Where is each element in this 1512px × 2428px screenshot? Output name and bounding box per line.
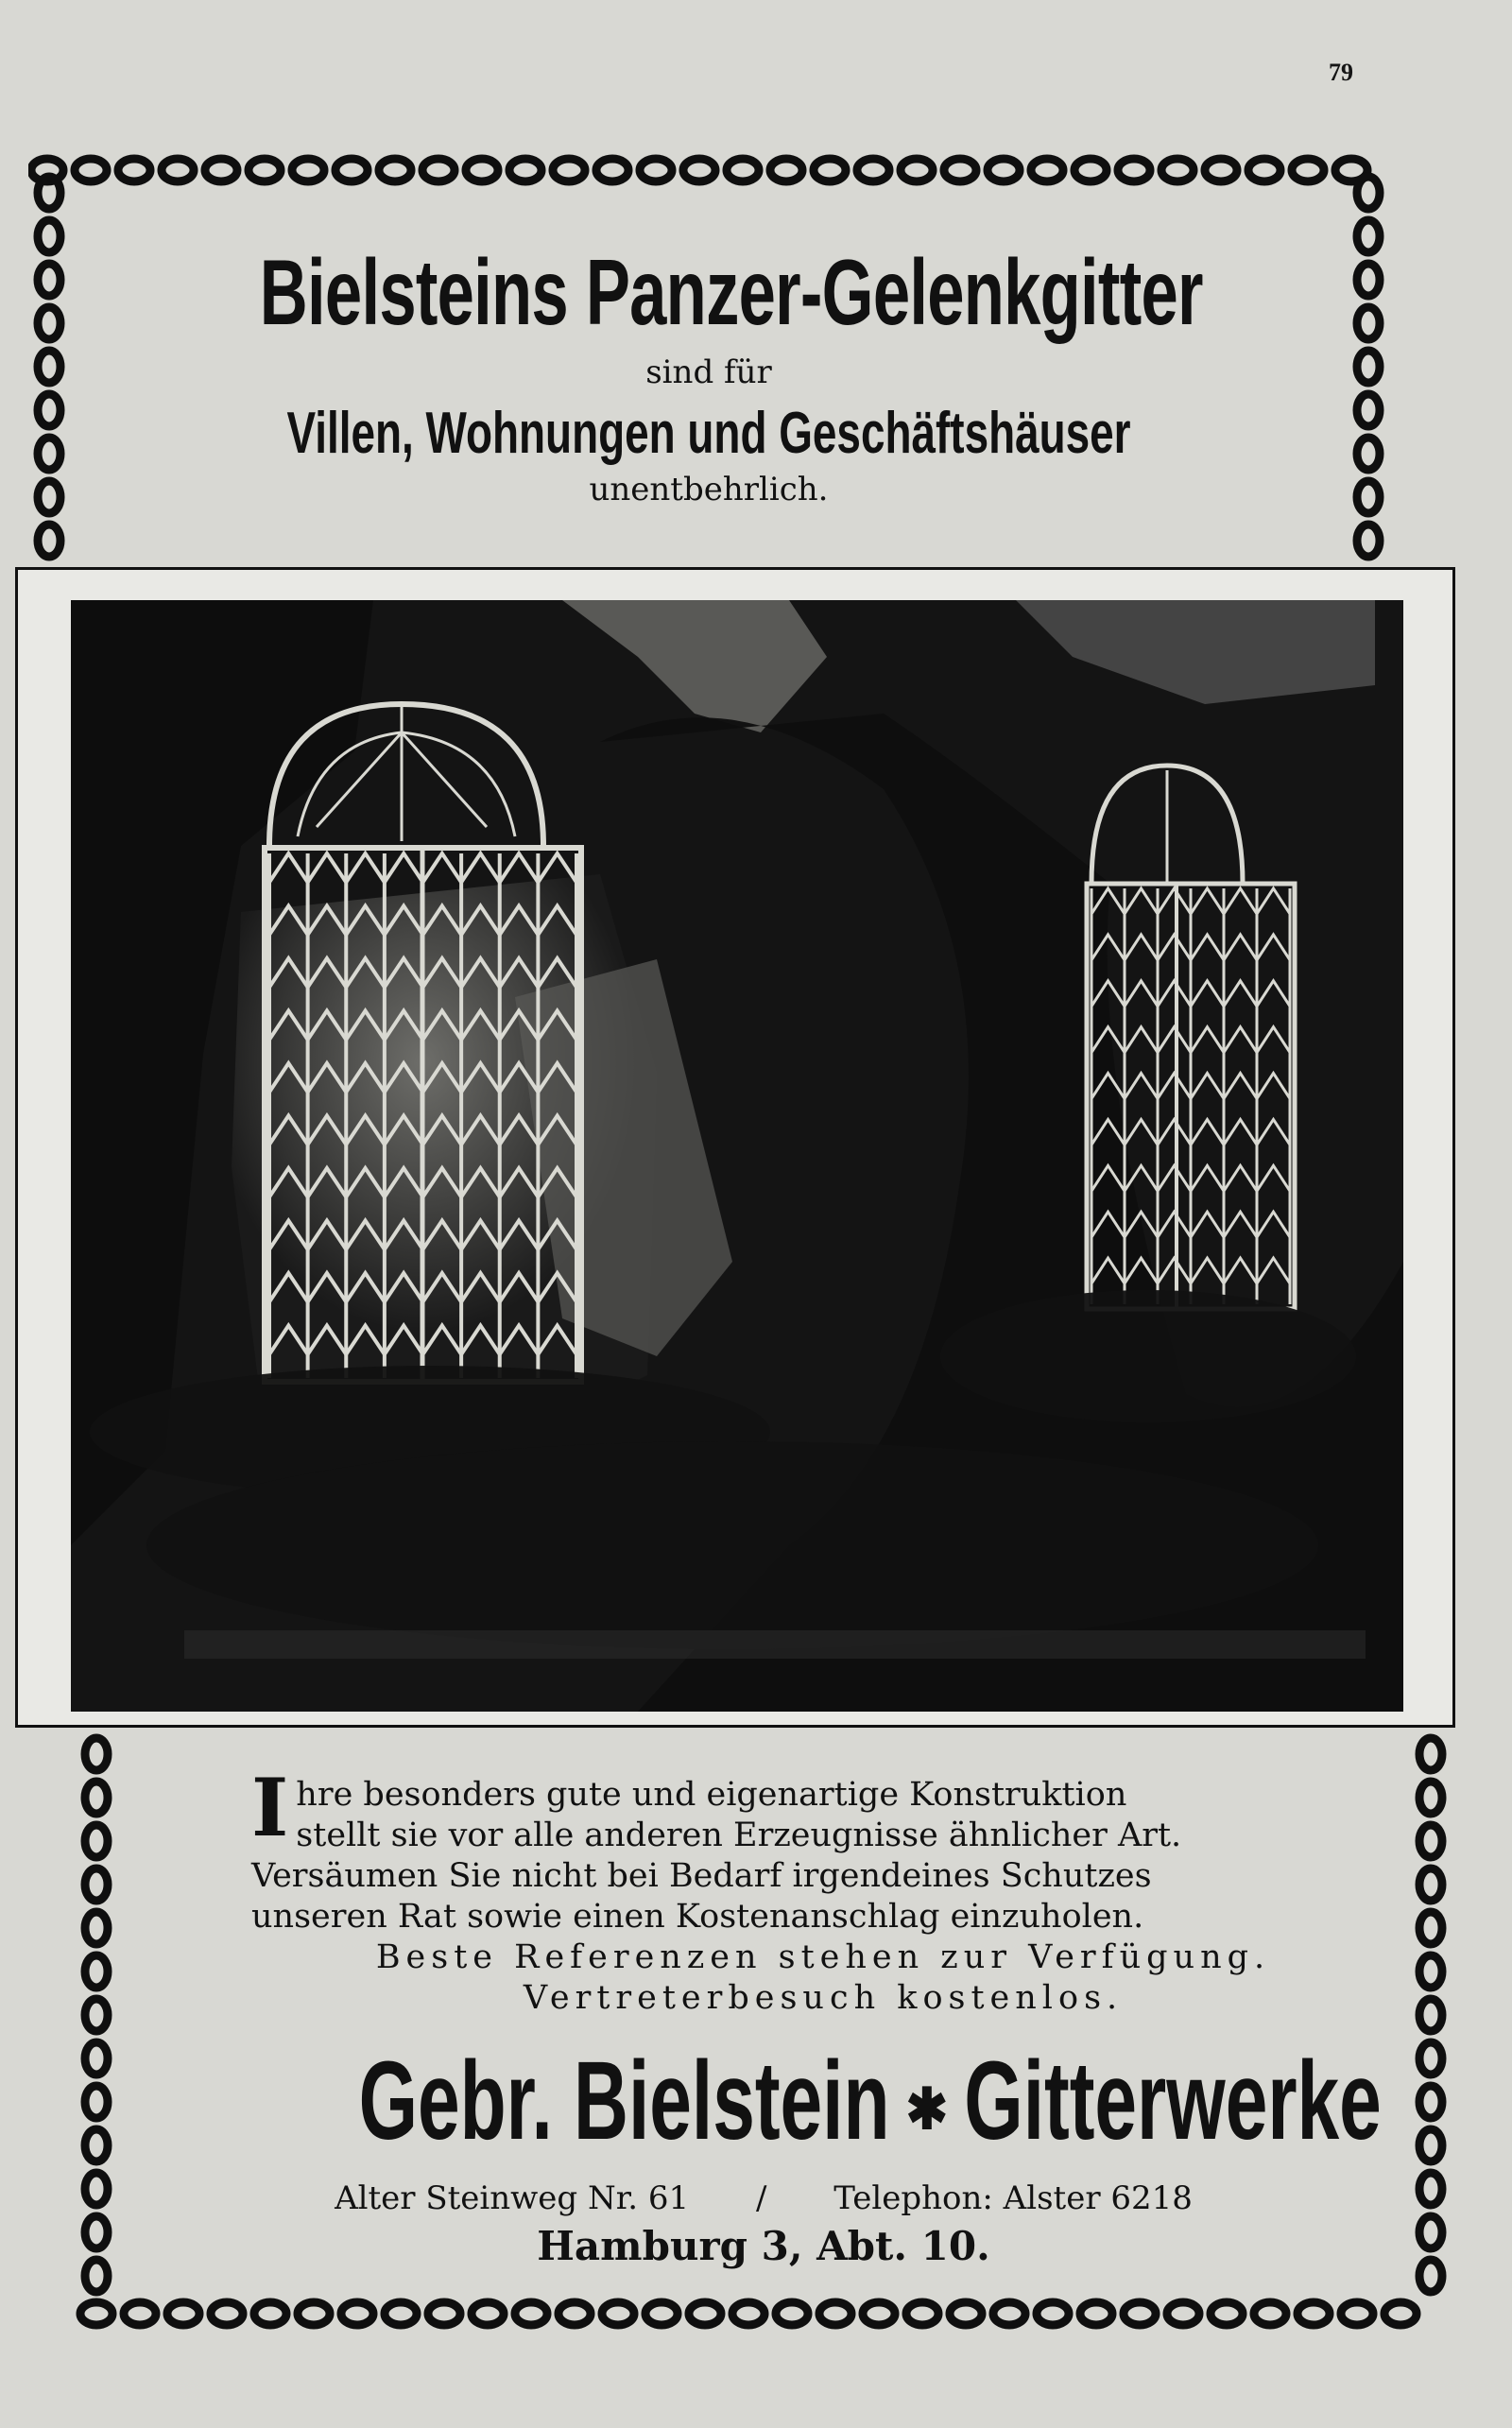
body-line-2: stellt sie vor alle anderen Erzeugnisse ähnlicher Art. <box>296 1817 1182 1854</box>
chain-link <box>1419 1738 1442 1770</box>
chain-link <box>422 159 455 181</box>
chain-link <box>770 159 802 181</box>
chain-link <box>85 1825 108 1857</box>
chain-link <box>1419 1912 1442 1944</box>
body-copy <box>251 1761 1395 2019</box>
chain-link <box>1419 2173 1442 2205</box>
chain-link <box>1419 1955 1442 1988</box>
top-ad-text <box>85 240 1332 508</box>
chain-link <box>1357 177 1380 209</box>
chain-link <box>1384 2302 1417 2325</box>
bottom-ad-text <box>168 1761 1382 2269</box>
body-line-5: Beste Referenzen stehen zur Verfügung. <box>375 1938 1271 1976</box>
chain-link <box>906 2302 938 2325</box>
chain-link <box>1357 307 1380 339</box>
chain-link <box>118 159 150 181</box>
chain-link <box>993 2302 1025 2325</box>
chain-link <box>85 1868 108 1901</box>
window-grille-photo <box>71 600 1403 1712</box>
chain-link <box>162 159 194 181</box>
body-line-3: Versäumen Sie nicht bei Bedarf irgendeines Schutzes <box>251 1857 1152 1895</box>
chain-link <box>558 2302 591 2325</box>
star-icon: ✱ <box>905 2076 949 2141</box>
chain-link <box>1357 351 1380 383</box>
chain-link <box>1357 220 1380 252</box>
chain-link <box>683 159 715 181</box>
chain-link <box>85 2216 108 2248</box>
chain-link <box>1357 438 1380 470</box>
chain-link <box>1419 2129 1442 2161</box>
subhead: Villen, Wohnungen und Geschäftshäuser <box>286 401 1131 466</box>
chain-link <box>1292 159 1324 181</box>
chain-link <box>1080 2302 1112 2325</box>
chain-link <box>85 2129 108 2161</box>
street-address: Alter Steinweg Nr. 61 <box>335 2179 690 2217</box>
chain-link <box>75 159 107 181</box>
chain-link <box>428 2302 460 2325</box>
chain-link <box>1357 481 1380 513</box>
chain-link <box>205 159 237 181</box>
chain-link <box>727 159 759 181</box>
chain-link <box>901 159 933 181</box>
chain-link <box>85 2260 108 2292</box>
chain-link <box>85 1912 108 1944</box>
chain-link <box>254 2302 286 2325</box>
chain-link <box>863 2302 895 2325</box>
chain-link <box>602 2302 634 2325</box>
chain-link <box>38 438 60 470</box>
chain-link <box>553 159 585 181</box>
chain-link <box>1419 2260 1442 2292</box>
chain-link <box>38 220 60 252</box>
chain-link <box>38 394 60 426</box>
chain-link <box>1341 2302 1373 2325</box>
chain-link <box>1248 159 1280 181</box>
chain-link <box>1419 1782 1442 1814</box>
telephone: Telephon: Alster 6218 <box>833 2179 1193 2217</box>
chain-link <box>689 2302 721 2325</box>
body-line-1: hre besonders gute und eigenartige Konstruktion <box>296 1776 1127 1814</box>
chain-link <box>211 2302 243 2325</box>
chain-link <box>596 159 628 181</box>
chain-link <box>1297 2302 1330 2325</box>
chain-link <box>80 2302 112 2325</box>
page-number: 79 <box>1329 59 1353 86</box>
chain-link <box>85 1999 108 2031</box>
chain-link <box>298 2302 330 2325</box>
chain-link <box>466 159 498 181</box>
chain-link <box>167 2302 199 2325</box>
chain-link <box>379 159 411 181</box>
chain-link <box>640 159 672 181</box>
chain-link <box>1254 2302 1286 2325</box>
photo-panel <box>15 567 1455 1728</box>
chain-link <box>814 159 846 181</box>
company-name <box>358 2039 1382 2163</box>
body-line-4: unseren Rat sowie einen Kostenanschlag einzuholen. <box>251 1898 1144 1936</box>
chain-link <box>38 351 60 383</box>
chain-link <box>1031 159 1063 181</box>
chain-link <box>1037 2302 1069 2325</box>
chain-link <box>515 2302 547 2325</box>
chain-link <box>1419 1868 1442 1901</box>
chain-link <box>85 2173 108 2205</box>
chain-link <box>1419 2086 1442 2118</box>
chain-link <box>1118 159 1150 181</box>
company-right: Gitterwerke <box>964 2039 1382 2163</box>
chain-link <box>249 159 281 181</box>
unentbehrlich-line: unentbehrlich. <box>589 471 829 508</box>
chain-link <box>1205 159 1237 181</box>
chain-link <box>1124 2302 1156 2325</box>
chain-link <box>38 264 60 296</box>
address-row <box>168 2179 1359 2217</box>
chain-link <box>645 2302 678 2325</box>
chain-link <box>1161 159 1194 181</box>
chain-link <box>1211 2302 1243 2325</box>
chain-link <box>124 2302 156 2325</box>
chain-link <box>1167 2302 1199 2325</box>
chain-link <box>1419 1825 1442 1857</box>
chain-link <box>732 2302 765 2325</box>
chain-link <box>819 2302 851 2325</box>
chain-link <box>988 159 1020 181</box>
top-ad-frame <box>28 144 1389 571</box>
drop-cap: I <box>251 1761 289 1854</box>
chain-link <box>385 2302 417 2325</box>
headline: Bielsteins Panzer-Gelenkgitter <box>259 240 1203 344</box>
chain-link <box>38 307 60 339</box>
chain-link <box>1419 2042 1442 2075</box>
chain-link <box>1419 1999 1442 2031</box>
chain-link <box>1357 264 1380 296</box>
chain-link <box>509 159 541 181</box>
chain-link <box>85 1782 108 1814</box>
chain-link <box>950 2302 982 2325</box>
address-separator: / <box>755 2179 767 2217</box>
sind-fuer-line: sind für <box>645 353 772 391</box>
chain-link <box>1074 159 1107 181</box>
chain-link <box>776 2302 808 2325</box>
chain-link <box>472 2302 504 2325</box>
city-line: Hamburg 3, Abt. 10. <box>537 2223 990 2269</box>
chain-link <box>944 159 976 181</box>
chain-link <box>341 2302 373 2325</box>
chain-link <box>292 159 324 181</box>
chain-link <box>1357 525 1380 557</box>
chain-link <box>335 159 368 181</box>
chain-link <box>38 525 60 557</box>
chain-link <box>1357 394 1380 426</box>
chain-link <box>85 1738 108 1770</box>
chain-link <box>857 159 889 181</box>
chain-link <box>85 2086 108 2118</box>
chain-link <box>38 481 60 513</box>
chain-link <box>1419 2216 1442 2248</box>
company-left: Gebr. Bielstein <box>358 2039 890 2163</box>
chain-link <box>85 1955 108 1988</box>
bottom-ad-frame <box>74 1728 1453 2348</box>
chain-link <box>85 2042 108 2075</box>
body-line-6: Vertreterbesuch kostenlos. <box>523 1979 1124 2017</box>
